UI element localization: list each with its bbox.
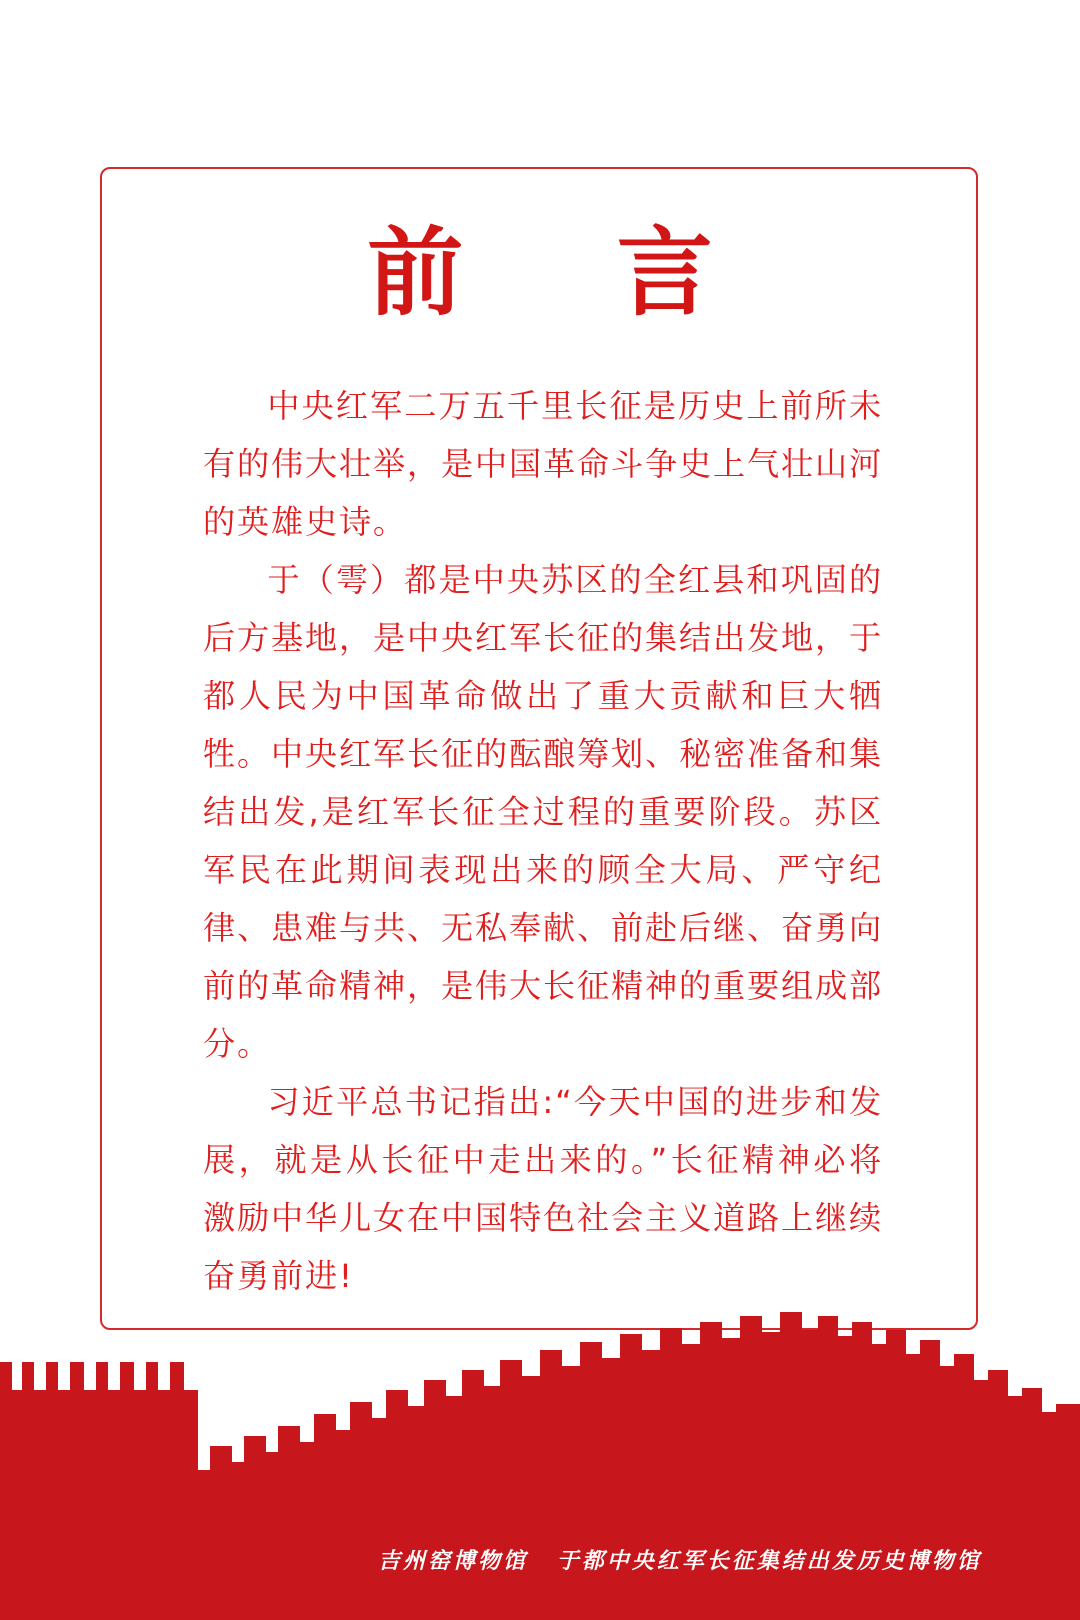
paragraph-3: 习近平总书记指出:“今天中国的进步和发展，就是从长征中走出来的。”长征精神必将激励中华儿女在中国特色社会主义道路上继续奋勇前进!	[203, 1083, 883, 1295]
footer-museum-1: 吉州窑博物馆	[378, 1548, 529, 1574]
footer-caption	[378, 1544, 982, 1575]
paragraph-1: 中央红军二万五千里长征是历史上前所未有的伟大壮举，是中国革命斗争史上气壮山河的英雄史诗。	[203, 387, 883, 541]
preface-body	[203, 377, 883, 1305]
footer-museum-2: 于都中央红军长征集结出发历史博物馆	[556, 1548, 982, 1574]
paragraph-2: 于（雩）都是中央苏区的全红县和巩固的后方基地，是中央红军长征的集结出发地，于都人民为中国革命做出了重大贡献和巨大牺牲。中央红军长征的酝酿筹划、秘密准备和集结出发,是红军长征全过程的重要阶段。苏区军民在此期间表现出来的顾全大局、严守纪律、患难与共、无私奉献、前赴后继、奋勇向前的革命精神，是伟大长征精神的重要组成部分。	[203, 561, 883, 1063]
page-title: 前 言	[367, 216, 773, 329]
